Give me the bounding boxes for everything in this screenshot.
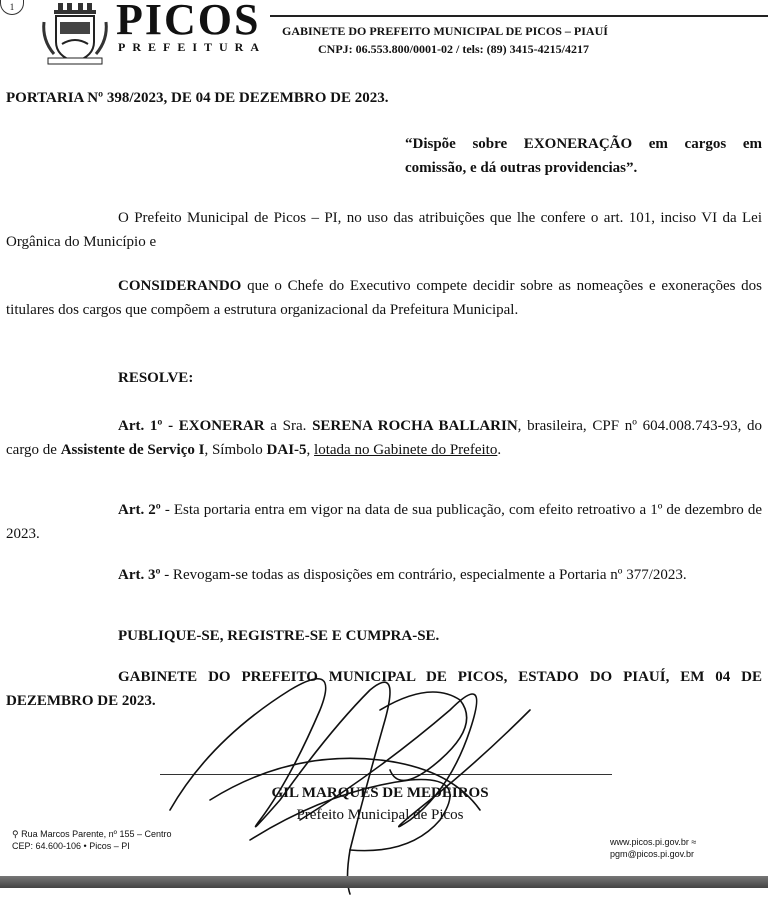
article-3	[6, 563, 762, 587]
article-1-lotacao: lotada no Gabinete do Prefeito	[314, 442, 498, 458]
article-2	[6, 498, 762, 546]
resolve-heading: RESOLVE:	[118, 370, 194, 386]
considerando-paragraph	[6, 274, 762, 322]
article-1-verb: EXONERAR	[178, 418, 265, 434]
article-3-label: Art. 3º	[118, 567, 161, 583]
article-1-label: Art. 1º -	[118, 418, 179, 434]
header-contact: CNPJ: 06.553.800/0001-02 / tels: (89) 3415-4215/4217	[318, 42, 589, 56]
wifi-icon: ≈	[691, 837, 697, 847]
logo-wordmark: PICOS	[116, 0, 261, 44]
footer-site[interactable]: www.picos.pi.gov.br	[610, 837, 689, 847]
closing-text: GABINETE DO PREFEITO MUNICIPAL DE PICOS, ESTADO DO PIAUÍ, EM 04 DE DEZEMBRO DE 2023.	[6, 669, 762, 709]
article-2-label: Art. 2º	[118, 502, 161, 518]
article-1-text-3: , Símbolo	[204, 442, 267, 458]
article-2-text: - Esta portaria entra em vigor na data de sua publicação, com efeito retroativo a 1º de dezembro de 2023.	[6, 502, 763, 542]
footer-web	[610, 836, 696, 860]
ementa: “Dispõe sobre EXONERAÇÃO em cargos em comissão, e dá outras providencias”.	[405, 136, 762, 176]
publique-line: PUBLIQUE-SE, REGISTRE-SE E CUMPRA-SE.	[118, 628, 440, 644]
logo-subtitle: PREFEITURA	[118, 40, 267, 54]
article-1-cargo: Assistente de Serviço I	[60, 442, 205, 458]
footer-address-line-2: CEP: 64.600-106 • Picos – PI	[12, 841, 130, 851]
article-3-text: - Revogam-se todas as disposições em contrário, especialmente a Portaria nº 377/2023.	[160, 567, 687, 583]
page-number: 1	[0, 0, 24, 15]
footer-band	[0, 876, 768, 888]
footer-address	[12, 828, 171, 852]
article-1-person-name: SERENA ROCHA BALLARIN	[312, 418, 518, 434]
signer-name: GIL MARQUES DE MEDEIROS	[271, 785, 489, 801]
article-1-text-4: ,	[306, 442, 315, 458]
article-1-text-2: , brasileira, CPF nº 604.008.743-93, do cargo de	[6, 418, 763, 458]
article-1-simbolo: DAI-5	[266, 442, 307, 458]
map-pin-icon: ⚲	[12, 829, 19, 839]
municipal-coat-of-arms-icon	[40, 2, 110, 66]
signer-role: Prefeito Municipal de Picos	[296, 807, 464, 823]
article-1-text-5: .	[497, 442, 502, 458]
considerando-text: que o Chefe do Executivo compete decidir sobre as nomeações e exonerações dos titulares dos cargos que compõem a estrutura organizacional da Prefeitura Municipal.	[6, 278, 762, 318]
document-title: PORTARIA Nº 398/2023, DE 04 DE DEZEMBRO DE 2023.	[6, 90, 389, 106]
preamble-text: O Prefeito Municipal de Picos – PI, no uso das atribuições que lhe confere o art. 101, inciso VI da Lei Orgânica do Município e	[6, 210, 762, 250]
footer-email[interactable]: pgm@picos.pi.gov.br	[610, 849, 695, 859]
considerando-lead: CONSIDERANDO	[118, 278, 242, 294]
header-rule	[270, 15, 768, 17]
article-1	[6, 414, 762, 462]
article-1-text-1: a Sra.	[264, 418, 313, 434]
preamble-paragraph	[6, 206, 762, 254]
handwritten-signature	[150, 650, 610, 895]
footer-address-line-1: Rua Marcos Parente, nº 155 – Centro	[21, 829, 172, 839]
header-office: GABINETE DO PREFEITO MUNICIPAL DE PICOS – PIAUÍ	[282, 24, 608, 38]
